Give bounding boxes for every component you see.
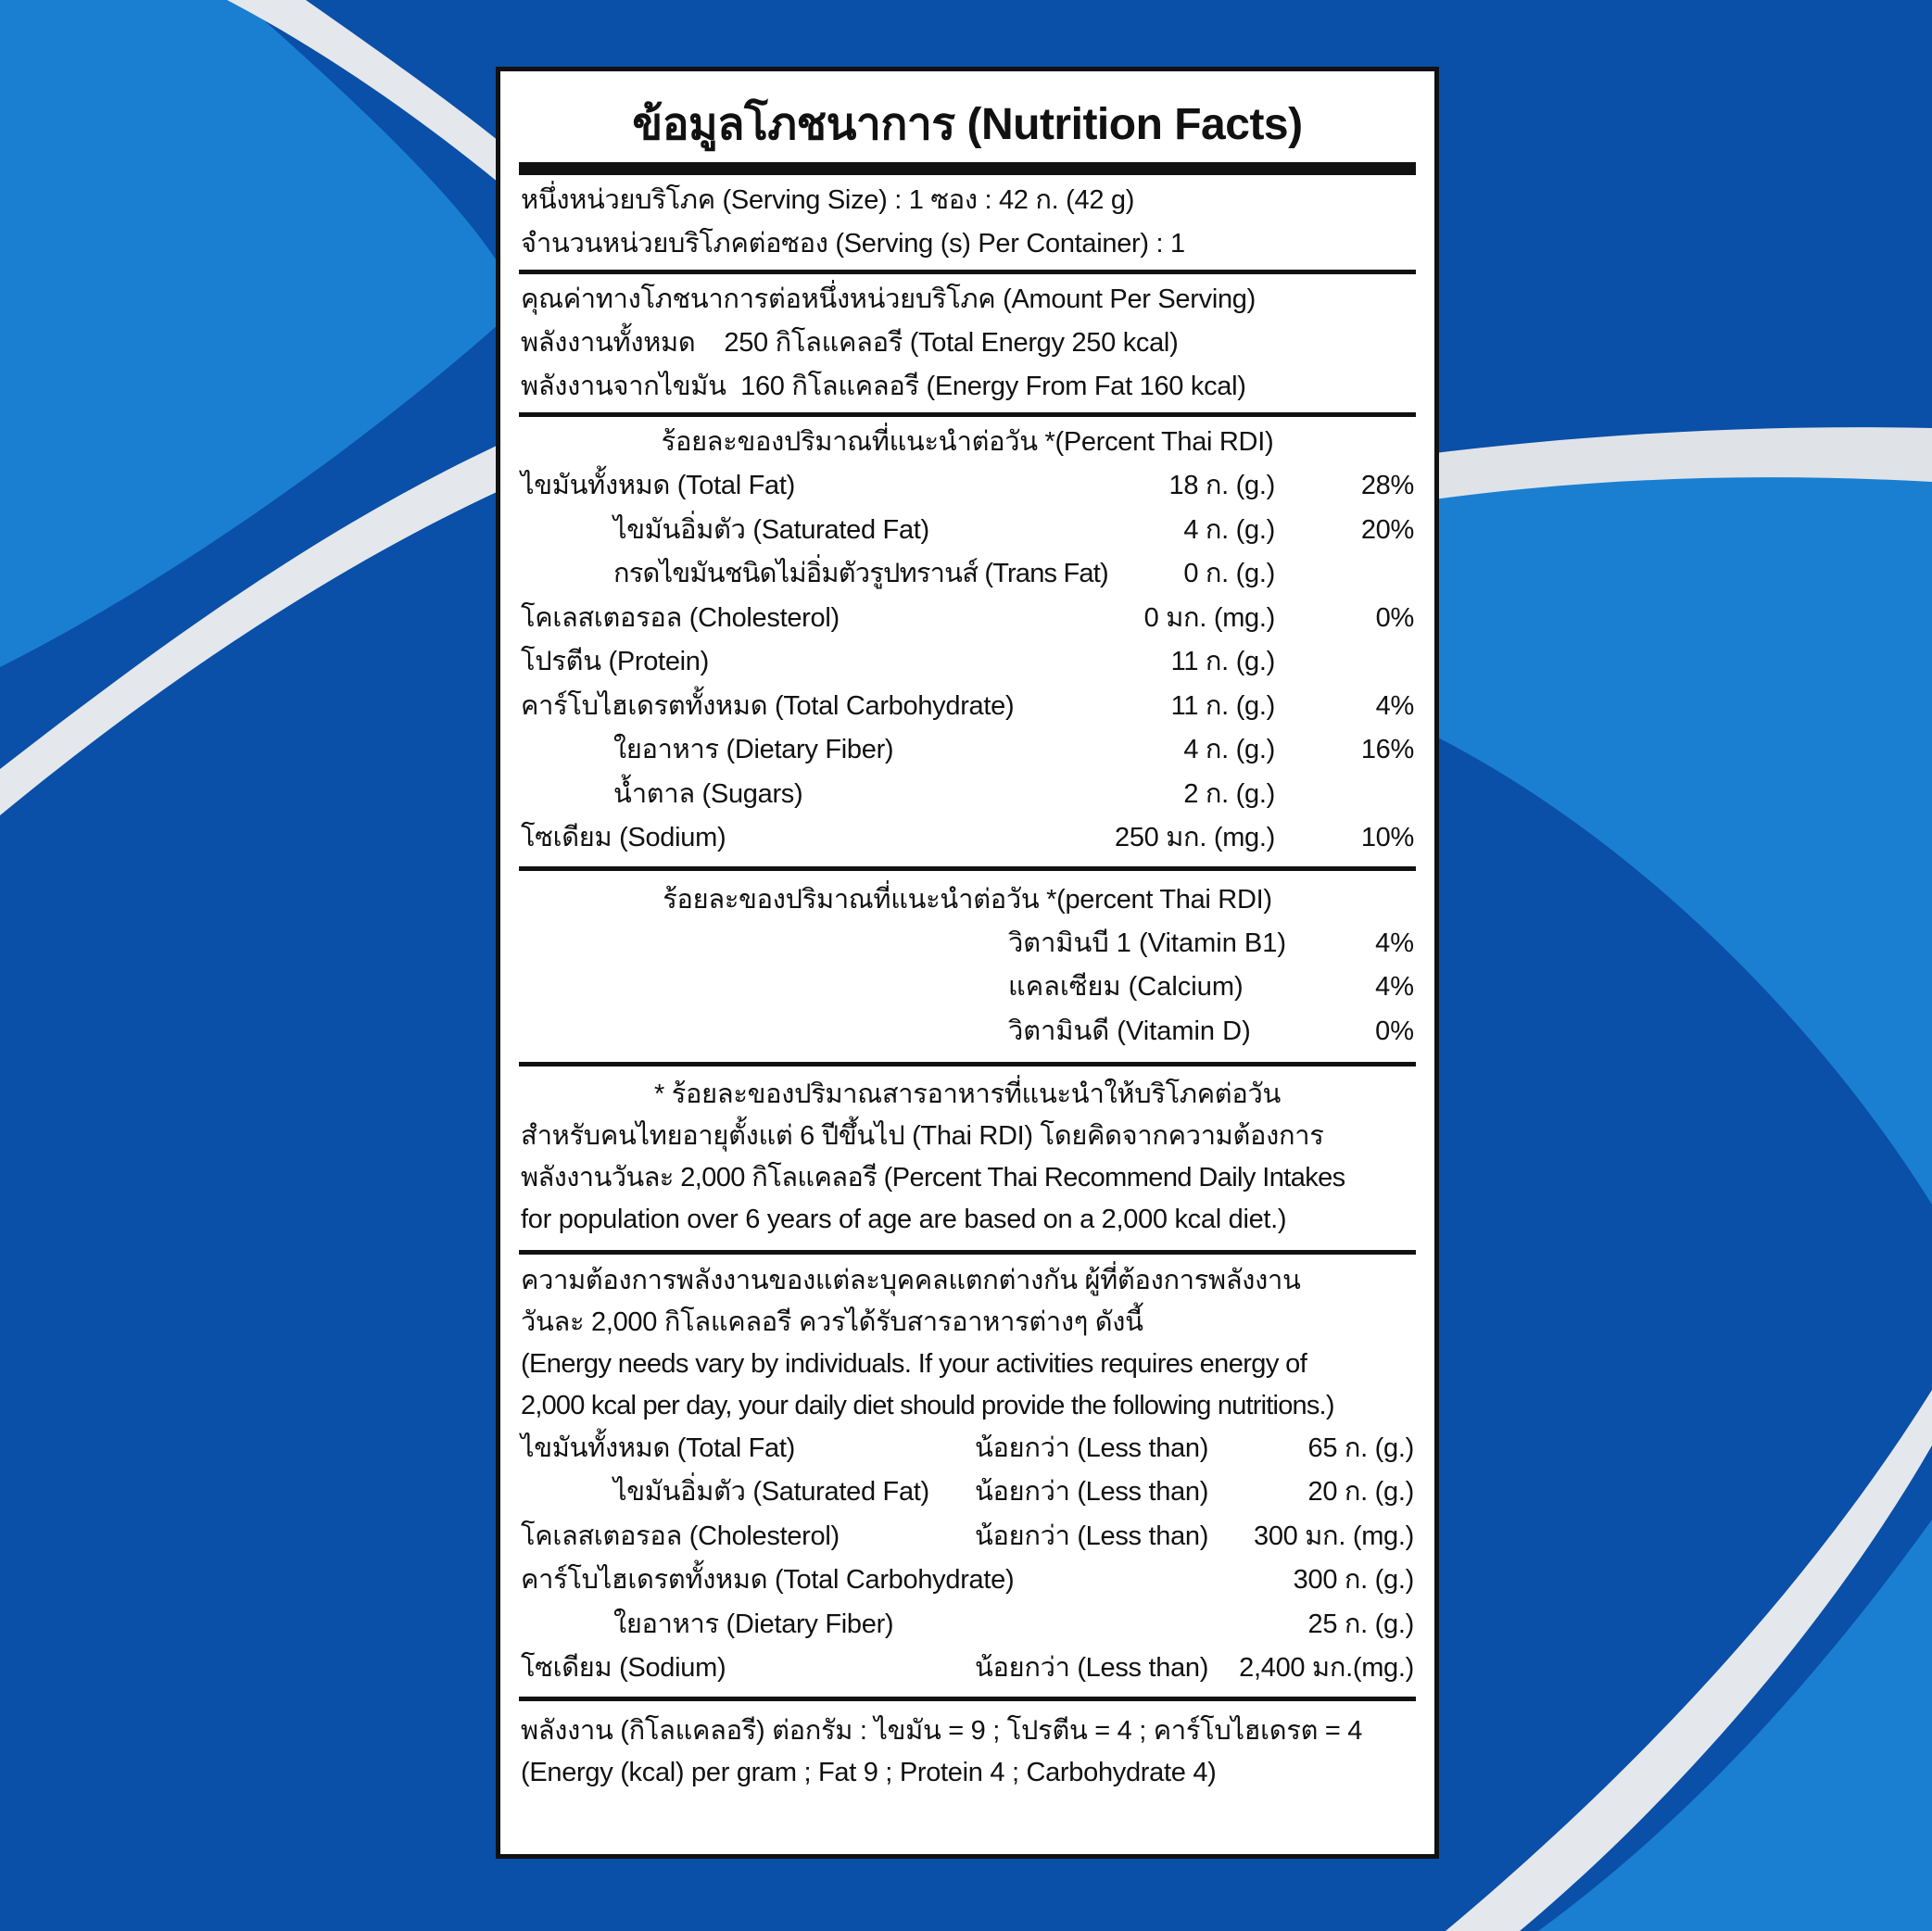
- footnote-section: [521, 1066, 1414, 1241]
- nutrient-row: [521, 509, 1414, 553]
- nutrient-amount: 11 ก. (g.): [1170, 690, 1275, 721]
- nutrient-percent: 20%: [1360, 514, 1414, 545]
- nutrient-name: ไขมันอิ่มตัว (Saturated Fat): [613, 514, 929, 545]
- nutrient-percent: 10%: [1360, 823, 1414, 852]
- vitamin-name: แคลเซียม (Calcium): [1008, 972, 1244, 1002]
- energy-per-gram-section: [521, 1701, 1414, 1794]
- needs-name: ไขมันทั้งหมด (Total Fat): [521, 1432, 795, 1463]
- nutrient-amount: 4 ก. (g.): [1183, 514, 1275, 545]
- nutrient-amount: 2 ก. (g.): [1183, 778, 1275, 809]
- nutrient-row: [521, 640, 1414, 685]
- nutrient-name: โปรตีน (Protein): [521, 647, 709, 676]
- vitamin-row: [521, 1010, 1414, 1054]
- nutrient-name: น้ำตาล (Sugars): [613, 778, 803, 809]
- needs-name: โซเดียม (Sodium): [521, 1653, 726, 1683]
- vitamin-name: วิตามินบี 1 (Vitamin B1): [1008, 928, 1287, 958]
- nutrient-amount: 0 ก. (g.): [1183, 559, 1275, 588]
- needs-name: ไขมันอิ่มตัว (Saturated Fat): [613, 1477, 929, 1507]
- nutrient-amount: 4 ก. (g.): [1183, 735, 1275, 764]
- needs-row: [521, 1647, 1414, 1691]
- energy-per-gram-line: (Energy (kcal) per gram ; Fat 9 ; Protein 4 ; Carbohydrate 4): [521, 1757, 1217, 1787]
- needs-value: 25 ก. (g.): [1307, 1609, 1414, 1639]
- footnote-line: สำหรับคนไทยอายุตั้งแต่ 6 ปีขึ้นไป (Thai RDI) โดยคิดจากความต้องการ: [521, 1120, 1324, 1151]
- needs-line: วันละ 2,000 กิโลแคลอรี ควรได้รับสารอาหารต่างๆ ดังนี้: [521, 1306, 1143, 1337]
- vitamin-percent: 4%: [1375, 928, 1414, 958]
- energy-per-gram-line: พลังงาน (กิโลแคลอรี) ต่อกรัม : ไขมัน = 9 ; โปรตีน = 4 ; คาร์โบไฮเดรต = 4: [521, 1715, 1363, 1746]
- nutrient-row: [521, 816, 1414, 861]
- needs-row: [521, 1559, 1414, 1603]
- needs-value: 2,400 มก.(mg.): [1239, 1653, 1414, 1683]
- nutrient-percent: 28%: [1360, 471, 1414, 500]
- nutrient-amount: 0 มก. (mg.): [1143, 602, 1275, 633]
- nutrient-name: ใยอาหาร (Dietary Fiber): [613, 735, 894, 764]
- needs-row: [521, 1515, 1414, 1559]
- needs-qualifier: น้อยกว่า (Less than): [975, 1653, 1209, 1683]
- nutrient-row: [521, 728, 1414, 773]
- vitamin-row: [521, 922, 1414, 966]
- needs-name: โคเลสเตอรอล (Cholesterol): [521, 1521, 840, 1551]
- nutrient-row: [521, 773, 1414, 817]
- needs-row: [521, 1470, 1414, 1515]
- needs-value: 300 มก. (mg.): [1254, 1521, 1414, 1551]
- nutrient-name: ไขมันทั้งหมด (Total Fat): [521, 471, 795, 500]
- rdi-section: [521, 417, 1414, 861]
- nutrition-label: [496, 67, 1439, 1859]
- needs-name: ใยอาหาร (Dietary Fiber): [613, 1609, 894, 1639]
- vitamin-percent: 0%: [1375, 1016, 1414, 1046]
- amount-heading: คุณค่าทางโภชนาการต่อหนึ่งหน่วยบริโภค (Amount Per Serving): [521, 284, 1256, 314]
- needs-row: [521, 1427, 1414, 1471]
- vitamin-percent: 4%: [1375, 972, 1414, 1002]
- nutrient-name: โคเลสเตอรอล (Cholesterol): [521, 602, 840, 633]
- nutrient-amount: 18 ก. (g.): [1168, 471, 1275, 500]
- rdi-heading: ร้อยละของปริมาณที่แนะนำต่อวัน *(Percent Thai RDI): [661, 427, 1274, 457]
- vitamin-name: วิตามินดี (Vitamin D): [1008, 1016, 1251, 1046]
- footnote-line: * ร้อยละของปริมาณสารอาหารที่แนะนำให้บริโภคต่อวัน: [654, 1079, 1281, 1109]
- needs-line: (Energy needs vary by individuals. If your activities requires energy of: [521, 1348, 1307, 1379]
- total-energy: พลังงานทั้งหมด 250 กิโลแคลอรี (Total Energy 250 kcal): [521, 328, 1179, 358]
- serving-size: หนึ่งหน่วยบริโภค (Serving Size) : 1 ซอง : 42 ก. (42 g): [521, 185, 1135, 215]
- vitamin-section: [521, 871, 1414, 1058]
- nutrient-amount: 11 ก. (g.): [1170, 647, 1275, 676]
- nutrient-name: คาร์โบไฮเดรตทั้งหมด (Total Carbohydrate): [521, 690, 1015, 721]
- needs-qualifier: น้อยกว่า (Less than): [975, 1521, 1209, 1551]
- serving-section: [521, 175, 1414, 266]
- amount-section: [521, 274, 1414, 409]
- label-title: ข้อมูลโภชนาการ (Nutrition Facts): [632, 100, 1303, 149]
- footnote-line: for population over 6 years of age are based on a 2,000 kcal diet.): [521, 1204, 1287, 1234]
- needs-value: 20 ก. (g.): [1307, 1477, 1414, 1507]
- needs-value: 65 ก. (g.): [1307, 1432, 1414, 1463]
- nutrient-row: [521, 597, 1414, 641]
- daily-needs-section: [521, 1255, 1414, 1691]
- nutrient-percent: 0%: [1375, 602, 1414, 633]
- needs-name: คาร์โบไฮเดรตทั้งหมด (Total Carbohydrate): [521, 1565, 1015, 1595]
- nutrient-row: [521, 685, 1414, 729]
- servings-per-container: จำนวนหน่วยบริโภคต่อซอง (Serving (s) Per Container) : 1: [521, 229, 1185, 259]
- needs-qualifier: น้อยกว่า (Less than): [975, 1432, 1209, 1463]
- nutrient-row: [521, 464, 1414, 509]
- vitamin-row: [521, 966, 1414, 1010]
- nutrient-percent: 4%: [1375, 690, 1414, 721]
- vitamin-heading: ร้อยละของปริมาณที่แนะนำต่อวัน *(percent Thai RDI): [663, 884, 1272, 915]
- needs-row: [521, 1603, 1414, 1647]
- needs-value: 300 ก. (g.): [1293, 1565, 1414, 1595]
- energy-from-fat: พลังงานจากไขมัน 160 กิโลแคลอรี (Energy From Fat 160 kcal): [521, 372, 1246, 401]
- nutrient-row: [521, 552, 1414, 597]
- nutrient-name: กรดไขมันชนิดไม่อิ่มตัวรูปทรานส์ (Trans Fat): [613, 559, 1108, 588]
- footnote-line: พลังงานวันละ 2,000 กิโลแคลอรี (Percent Thai Recommend Daily Intakes: [521, 1162, 1345, 1193]
- needs-line: ความต้องการพลังงานของแต่ละบุคคลแตกต่างกัน ผู้ที่ต้องการพลังงาน: [521, 1265, 1301, 1295]
- nutrient-amount: 250 มก. (mg.): [1115, 823, 1275, 852]
- nutrient-name: โซเดียม (Sodium): [521, 823, 726, 852]
- needs-line: 2,000 kcal per day, your daily diet should provide the following nutritions.): [521, 1390, 1334, 1420]
- divider-thick: [519, 162, 1416, 175]
- nutrient-percent: 16%: [1360, 735, 1414, 764]
- needs-qualifier: น้อยกว่า (Less than): [975, 1477, 1209, 1507]
